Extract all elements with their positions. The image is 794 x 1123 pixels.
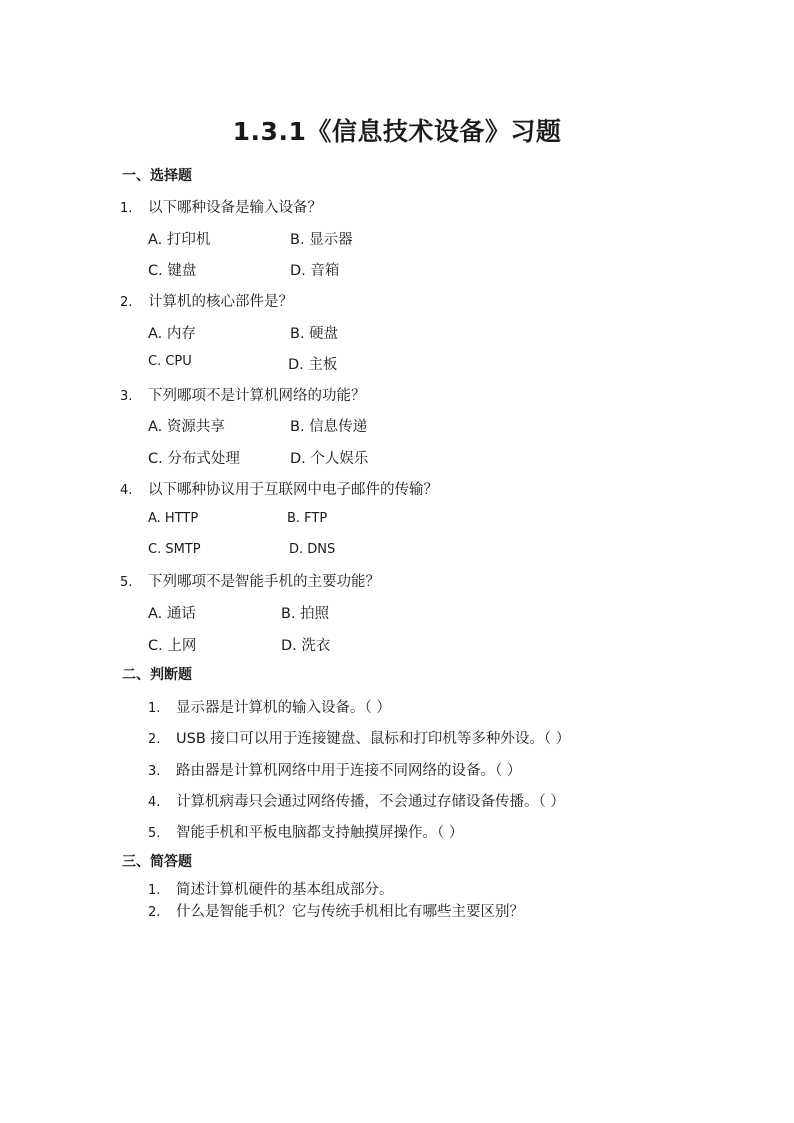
- item-number: 2.: [148, 732, 161, 747]
- choice-question-2: [120, 290, 293, 311]
- page-title: 1.3.1《信息技术设备》习题: [232, 117, 562, 146]
- true-false-item-5: [148, 821, 463, 842]
- item-text: 显示器是计算机的输入设备。（ ）: [176, 700, 391, 716]
- option-a: A. 通话: [148, 606, 196, 622]
- item-text: USB 接口可以用于连接键盘、鼠标和打印机等多种外设。（ ）: [176, 731, 571, 747]
- option-d: D. 洗衣: [281, 638, 331, 654]
- option-c: C. CPU: [148, 354, 192, 369]
- option-b: B. 信息传递: [290, 419, 368, 435]
- true-false-item-1: [148, 696, 391, 717]
- option-d: D. DNS: [289, 542, 336, 557]
- option-c: C. 上网: [148, 638, 197, 654]
- true-false-item-3: [148, 759, 521, 780]
- option-a: A. 打印机: [148, 232, 211, 248]
- item-number: 4.: [148, 795, 161, 810]
- true-false-item-4: [148, 790, 565, 811]
- item-number: 3.: [148, 764, 161, 779]
- question-number: 3.: [120, 389, 133, 404]
- item-number: 1.: [148, 701, 161, 716]
- question-number: 1.: [120, 201, 133, 216]
- item-number: 5.: [148, 826, 161, 841]
- section-heading-choice: 一、选择题: [122, 168, 192, 184]
- short-answer-item-2: [148, 900, 524, 921]
- option-b: B. 硬盘: [290, 326, 339, 342]
- item-text: 计算机病毒只会通过网络传播，不会通过存储设备传播。（ ）: [176, 794, 565, 810]
- option-c: C. 分布式处理: [148, 451, 240, 467]
- choice-question-1: [120, 196, 322, 217]
- item-text: 智能手机和平板电脑都支持触摸屏操作。（ ）: [176, 825, 464, 841]
- choice-question-4: [120, 478, 438, 499]
- question-text: 下列哪项不是计算机网络的功能？: [148, 388, 366, 404]
- question-text: 以下哪种协议用于互联网中电子邮件的传输？: [148, 482, 438, 498]
- question-number: 4.: [120, 483, 133, 498]
- option-b: B. 显示器: [290, 232, 353, 248]
- option-c: C. SMTP: [148, 542, 201, 557]
- item-text: 路由器是计算机网络中用于连接不同网络的设备。（ ）: [176, 763, 522, 779]
- choice-question-3: [120, 384, 366, 405]
- option-b: B. 拍照: [281, 606, 330, 622]
- item-number: 2.: [148, 905, 161, 920]
- item-text: 简述计算机硬件的基本组成部分。: [176, 882, 394, 898]
- option-a: A. HTTP: [148, 511, 199, 526]
- option-a: A. 内存: [148, 326, 196, 342]
- question-number: 5.: [120, 575, 133, 590]
- question-text: 以下哪种设备是输入设备？: [148, 200, 322, 216]
- true-false-item-2: [148, 727, 570, 748]
- option-d: D. 音箱: [290, 263, 340, 279]
- option-d: D. 个人娱乐: [290, 451, 369, 467]
- item-number: 1.: [148, 883, 161, 898]
- item-text: 什么是智能手机？它与传统手机相比有哪些主要区别？: [176, 904, 524, 920]
- question-text: 计算机的核心部件是？: [148, 294, 293, 310]
- short-answer-item-1: [148, 878, 394, 899]
- section-heading-short-answer: 三、简答题: [122, 854, 192, 870]
- choice-question-5: [120, 570, 380, 591]
- question-text: 下列哪项不是智能手机的主要功能？: [148, 574, 380, 590]
- option-c: C. 键盘: [148, 263, 197, 279]
- option-a: A. 资源共享: [148, 419, 225, 435]
- question-number: 2.: [120, 295, 133, 310]
- section-heading-true-false: 二、判断题: [122, 667, 192, 683]
- option-b: B. FTP: [287, 511, 328, 526]
- option-d: D. 主板: [288, 357, 338, 373]
